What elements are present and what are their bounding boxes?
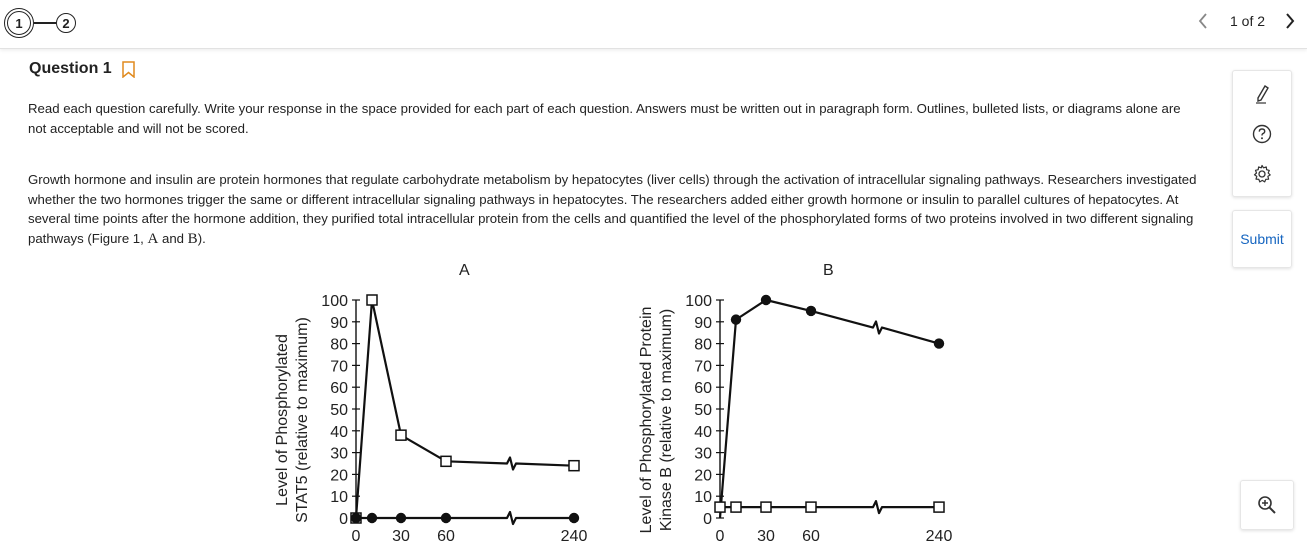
- y-tick-label: 60: [330, 380, 348, 398]
- y-tick-label: 80: [694, 336, 712, 354]
- settings-button[interactable]: [1233, 154, 1291, 194]
- data-point-square: [806, 502, 816, 512]
- data-point-circle: [731, 314, 741, 324]
- question-title: Question 1: [29, 60, 112, 77]
- chart-a-title: A: [459, 262, 470, 279]
- x-tick-label: 30: [392, 528, 410, 545]
- next-page-button[interactable]: [1283, 10, 1297, 35]
- data-point-square: [934, 502, 944, 512]
- x-tick-label: 60: [802, 528, 820, 545]
- chevron-left-icon: [1196, 10, 1210, 32]
- stimulus-text: [28, 170, 1198, 249]
- zoom-in-icon: [1257, 495, 1277, 515]
- pencil-icon: [1254, 84, 1270, 104]
- data-point-circle: [441, 513, 451, 523]
- instructions-text: Read each question carefully. Write your response in the space provided for each part of each question. Answers must be written out in paragraph form. Outlines, bulleted lists, or diagrams alone are not acceptable and will not be scored.: [28, 101, 1181, 136]
- data-point-circle: [934, 338, 944, 348]
- x-tick-label: 240: [560, 528, 588, 545]
- previous-page-button[interactable]: [1196, 10, 1210, 35]
- y-tick-label: 50: [694, 402, 712, 419]
- step-2-button[interactable]: 2: [56, 13, 76, 33]
- data-point-circle: [761, 295, 771, 305]
- annotate-button[interactable]: [1233, 74, 1291, 114]
- bookmark-button[interactable]: [122, 61, 134, 77]
- top-bar: [0, 0, 1307, 49]
- y-tick-label: 30: [694, 445, 712, 463]
- series-line-0: [356, 300, 574, 518]
- question-heading: [29, 60, 134, 78]
- y-tick-label: 100: [321, 293, 348, 310]
- figure-ref-and: and: [158, 230, 188, 246]
- x-tick-label: 0: [715, 528, 725, 545]
- data-point-circle: [806, 306, 816, 316]
- data-point-square: [761, 502, 771, 512]
- data-point-square: [396, 430, 406, 440]
- x-tick-label: 0: [351, 528, 361, 545]
- figure-ref-end: ).: [197, 230, 206, 246]
- y-tick-label: 20: [694, 467, 712, 485]
- figure-ref-b: B: [187, 230, 198, 247]
- data-point-square: [715, 502, 725, 512]
- x-tick-label: 60: [437, 528, 455, 545]
- x-tick-label: 240: [925, 528, 953, 545]
- data-point-square: [731, 502, 741, 512]
- bookmark-icon: [122, 61, 135, 78]
- pager-text: 1 of 2: [1230, 13, 1266, 29]
- data-point-square: [351, 513, 361, 523]
- y-tick-label: 90: [330, 314, 348, 332]
- series-line-1: [720, 501, 939, 513]
- data-point-circle: [351, 513, 361, 523]
- step-1-button[interactable]: [4, 8, 34, 38]
- chart-b-title: B: [823, 262, 834, 279]
- data-point-circle: [367, 513, 377, 523]
- figure-ref-a: A: [147, 230, 159, 247]
- data-point-square: [441, 456, 451, 466]
- step-connector: [34, 22, 56, 24]
- help-button[interactable]: [1233, 114, 1291, 154]
- y-axis-label-line2: STAT5 (relative to maximum): [294, 317, 311, 523]
- series-line-1: [356, 512, 574, 524]
- data-point-square: [569, 461, 579, 471]
- data-point-circle: [569, 513, 579, 523]
- settings-icon: [1252, 164, 1272, 184]
- y-tick-label: 10: [694, 489, 712, 507]
- y-tick-label: 90: [694, 314, 712, 332]
- y-tick-label: 0: [339, 511, 348, 528]
- y-axis-label-line1: Level of Phosphorylated Protein: [638, 306, 655, 534]
- y-tick-label: 30: [330, 445, 348, 463]
- help-icon: [1252, 124, 1272, 144]
- y-tick-label: 50: [330, 402, 348, 419]
- stimulus-main: Growth hormone and insulin are protein hormones that regulate carbohydrate metabolism by hepatocytes (liver cells) through the activation of intracellular signaling pathways. Researchers investigated whether the two hormones trigger the same or different intracellular signaling pathways in hepatocytes. The researchers added either growth hormone or insulin to parallel cultures of hepatocytes. At several time points after the hormone addition, they purified total intracellular protein from the cells and quantified the level of the phosphorylated forms of two proteins involved in two different signaling pathways (Figure 1,: [28, 172, 1197, 246]
- y-axis-label-line2: Kinase B (relative to maximum): [658, 308, 675, 532]
- submit-button[interactable]: Submit: [1232, 210, 1292, 268]
- y-tick-label: 40: [694, 423, 712, 441]
- y-tick-label: 70: [330, 358, 348, 376]
- y-tick-label: 60: [694, 380, 712, 398]
- chart-b: [638, 293, 952, 545]
- y-tick-label: 100: [685, 293, 712, 310]
- y-tick-label: 70: [694, 358, 712, 376]
- zoom-button[interactable]: [1240, 480, 1294, 530]
- y-tick-label: 0: [703, 511, 712, 528]
- y-axis-label-line1: Level of Phosphorylated: [274, 334, 291, 506]
- y-tick-label: 40: [330, 423, 348, 441]
- y-tick-label: 80: [330, 336, 348, 354]
- tool-panel: [1232, 70, 1292, 197]
- y-tick-label: 20: [330, 467, 348, 485]
- y-tick-label: 10: [330, 489, 348, 507]
- chart-a: [274, 293, 587, 545]
- chevron-right-icon: [1283, 10, 1297, 32]
- data-point-square: [367, 295, 377, 305]
- data-point-circle: [396, 513, 406, 523]
- step-1-label: 1: [7, 11, 31, 35]
- x-tick-label: 30: [757, 528, 775, 545]
- series-line-0: [720, 300, 939, 518]
